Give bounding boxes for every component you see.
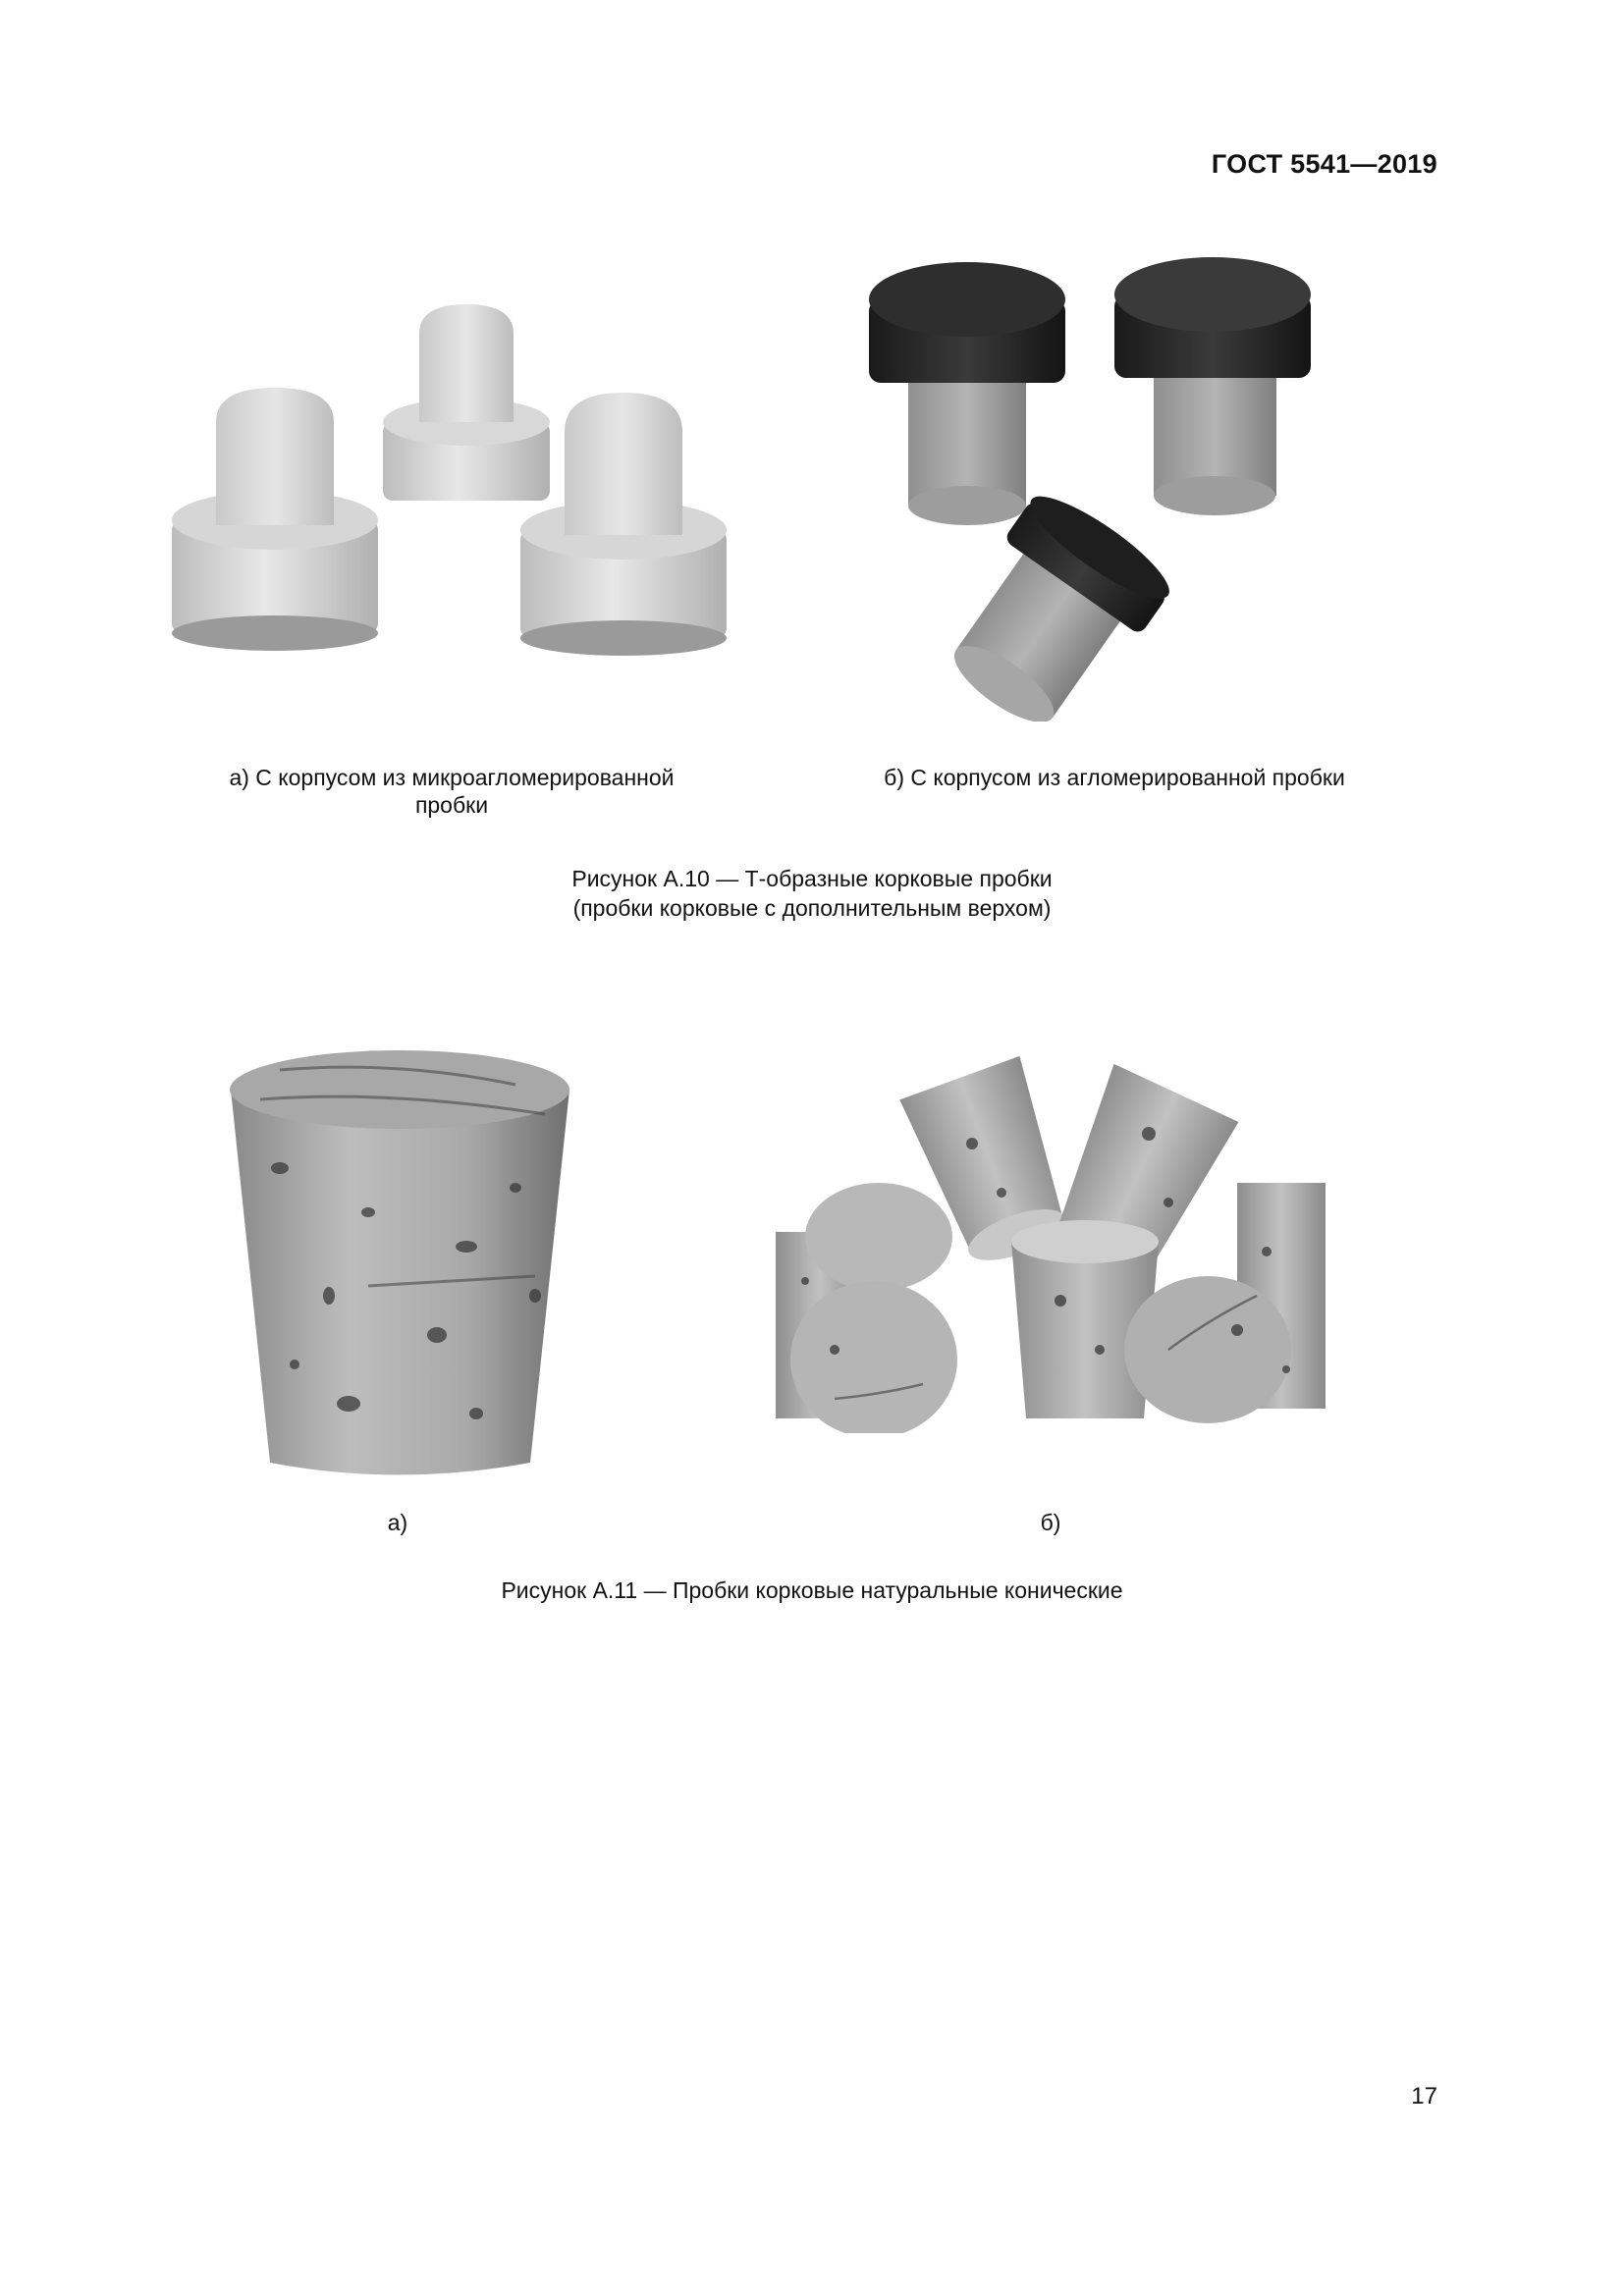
- figure-a10-caption-line2: (пробки корковые с дополнительным верхом): [572, 895, 1052, 921]
- stopper-middle: [383, 304, 550, 501]
- subcaption-a-line2: пробки: [414, 792, 489, 818]
- stopper-left: [172, 388, 378, 651]
- figure-a10-subcaption-b: б) С корпусом из агломерированной пробки: [884, 765, 1345, 790]
- subcaption-a-line1: а) С корпусом из микроагломерированной: [229, 765, 675, 790]
- stopper-dark-cap-right: [1114, 257, 1311, 515]
- figure-a11-subcaption-a: а): [387, 1510, 408, 1535]
- figure-a11-caption: Рисунок А.11 — Пробки корковые натуральные конические: [501, 1577, 1123, 1603]
- stopper-dark-cap-left: [869, 262, 1065, 525]
- photo-agglomerated-t-stoppers: [854, 240, 1355, 721]
- photo-conical-cork-single: [221, 1041, 594, 1482]
- photo-conical-cork-pile: [776, 1055, 1326, 1433]
- page-number: 17: [1411, 2083, 1437, 2109]
- photo-microagglomerated-t-stoppers: [162, 294, 751, 667]
- figure-a11-subcaption-b: б): [1040, 1510, 1061, 1535]
- figure-a10-caption: [321, 864, 1303, 923]
- figure-a10-subcaption-a: [191, 764, 712, 819]
- stopper-right: [520, 393, 727, 656]
- document-code: ГОСТ 5541—2019: [1211, 149, 1437, 179]
- figure-a10-caption-line1: Рисунок А.10 — Т-образные корковые пробки: [571, 866, 1053, 891]
